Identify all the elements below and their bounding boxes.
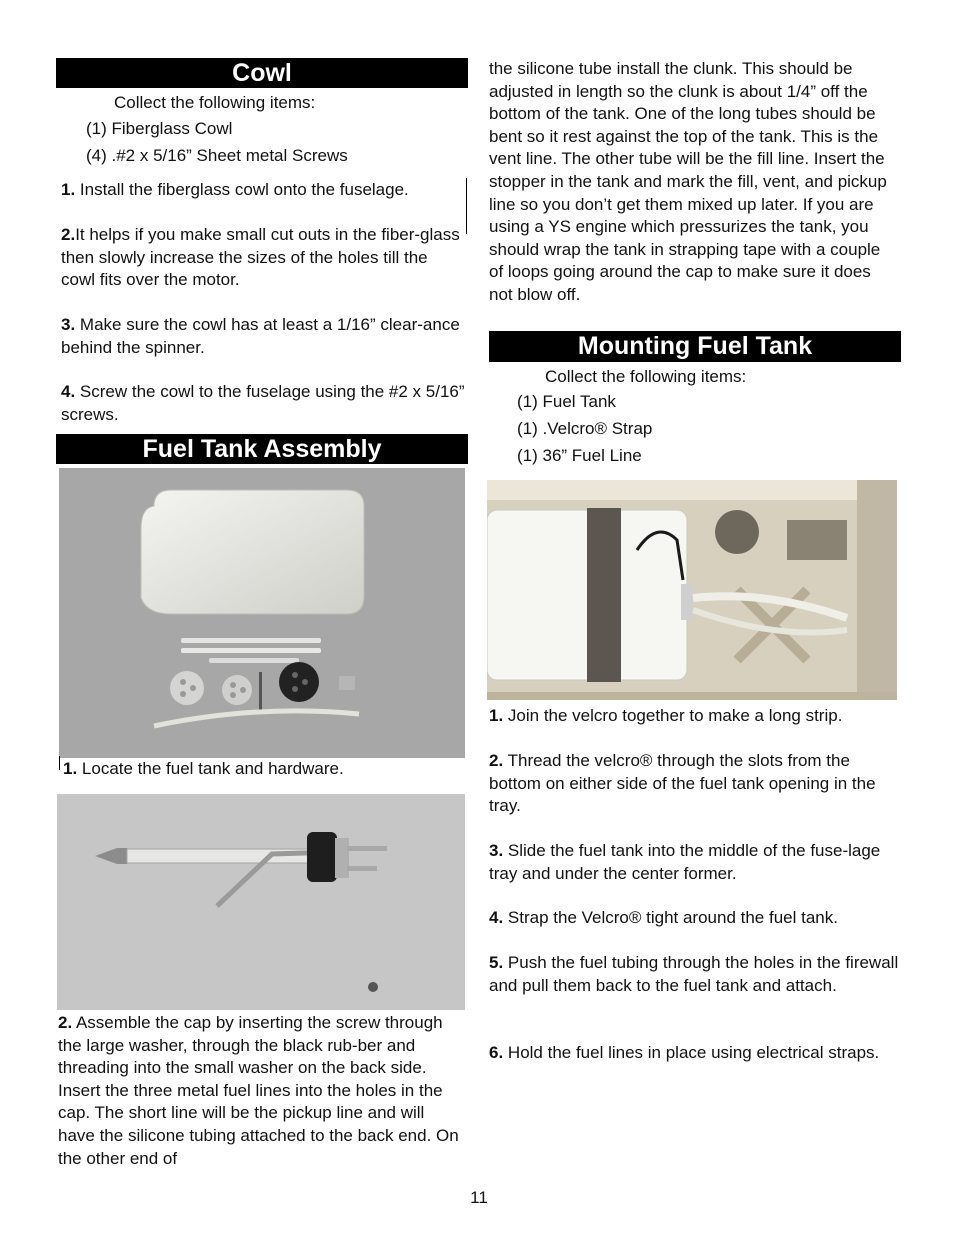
mounted-tank-image <box>487 480 897 700</box>
cowl-intro: Collect the following items: <box>114 93 316 112</box>
mounting-step-1: 1. Join the velcro together to make a long strip. <box>489 706 843 725</box>
mounting-item-3: (1) 36” Fuel Line <box>517 446 642 465</box>
mounting-item-1: (1) Fuel Tank <box>517 392 616 411</box>
fuel-tank-hardware-photo <box>59 468 465 758</box>
assembled-cap-image <box>57 794 465 1010</box>
mounting-intro: Collect the following items: <box>545 367 747 386</box>
fuel-tank-hardware-image <box>59 468 465 758</box>
photo1-edge <box>59 756 60 770</box>
assembly-step-2: 2. Assemble the cap by inserting the screw through the large washer, through the black rub-ber and threading into the small washer on the back side. Insert the three metal fuel lines into the holes in the cap. The short line will be the pickup line and will have the silicone tubing attached to the back end. On the other end of <box>58 1013 459 1168</box>
assembled-cap-photo <box>57 794 465 1010</box>
mounting-step-3: 3. Slide the fuel tank into the middle of the fuse-lage tray and under the center former. <box>489 841 881 883</box>
mounting-item-2: (1) .Velcro® Strap <box>517 419 653 438</box>
mounting-step-4: 4. Strap the Velcro® tight around the fuel tank. <box>489 908 838 927</box>
assembly-continued-text: the silicone tube install the clunk. This should be adjusted in length so the clunk is about 1/4” off the bottom of the tank. One of the long tubes should be bent so it rest against the top of the tank. This is the vent line. The other tube will be the fill line. Insert the stopper in the tank and mark the fill, vent, and pickup line so you don’t get them mixed up later. If you are using a YS engine which pressurizes the tank, you should wrap the tank in strapping tape with a couple of loops going around the cap to make sure it does not blow off. <box>489 59 887 304</box>
cowl-step-4: 4. Screw the cowl to the fuselage using the #2 x 5/16” screws. <box>61 382 465 424</box>
mounting-step-2: 2. Thread the velcro® through the slots from the bottom on either side of the fuel tank opening in the tray. <box>489 751 876 816</box>
mounting-fuel-tank-heading: Mounting Fuel Tank <box>489 331 901 362</box>
cowl-step-1: 1. Install the fiberglass cowl onto the fuselage. <box>61 180 409 199</box>
cowl-step-2: 2.It helps if you make small cut outs in the fiber-glass then slowly increase the sizes of the holes till the cowl fits over the motor. <box>61 225 460 290</box>
mounting-step-6: 6. Hold the fuel lines in place using electrical straps. <box>489 1043 880 1062</box>
mounted-tank-photo <box>487 480 897 700</box>
fuel-tank-assembly-heading: Fuel Tank Assembly <box>56 434 468 464</box>
cowl-heading: Cowl <box>56 58 468 88</box>
assembly-step-1: 1. Locate the fuel tank and hardware. <box>63 759 344 778</box>
mounting-step-5: 5. Push the fuel tubing through the holes in the firewall and pull them back to the fuel tank and attach. <box>489 953 899 995</box>
page-number: 11 <box>470 1188 488 1207</box>
margin-rule <box>466 178 467 234</box>
cowl-item-1: (1) Fiberglass Cowl <box>86 119 233 138</box>
cowl-item-2: (4) .#2 x 5/16” Sheet metal Screws <box>86 146 348 165</box>
cowl-step-3: 3. Make sure the cowl has at least a 1/16” clear-ance behind the spinner. <box>61 315 460 357</box>
